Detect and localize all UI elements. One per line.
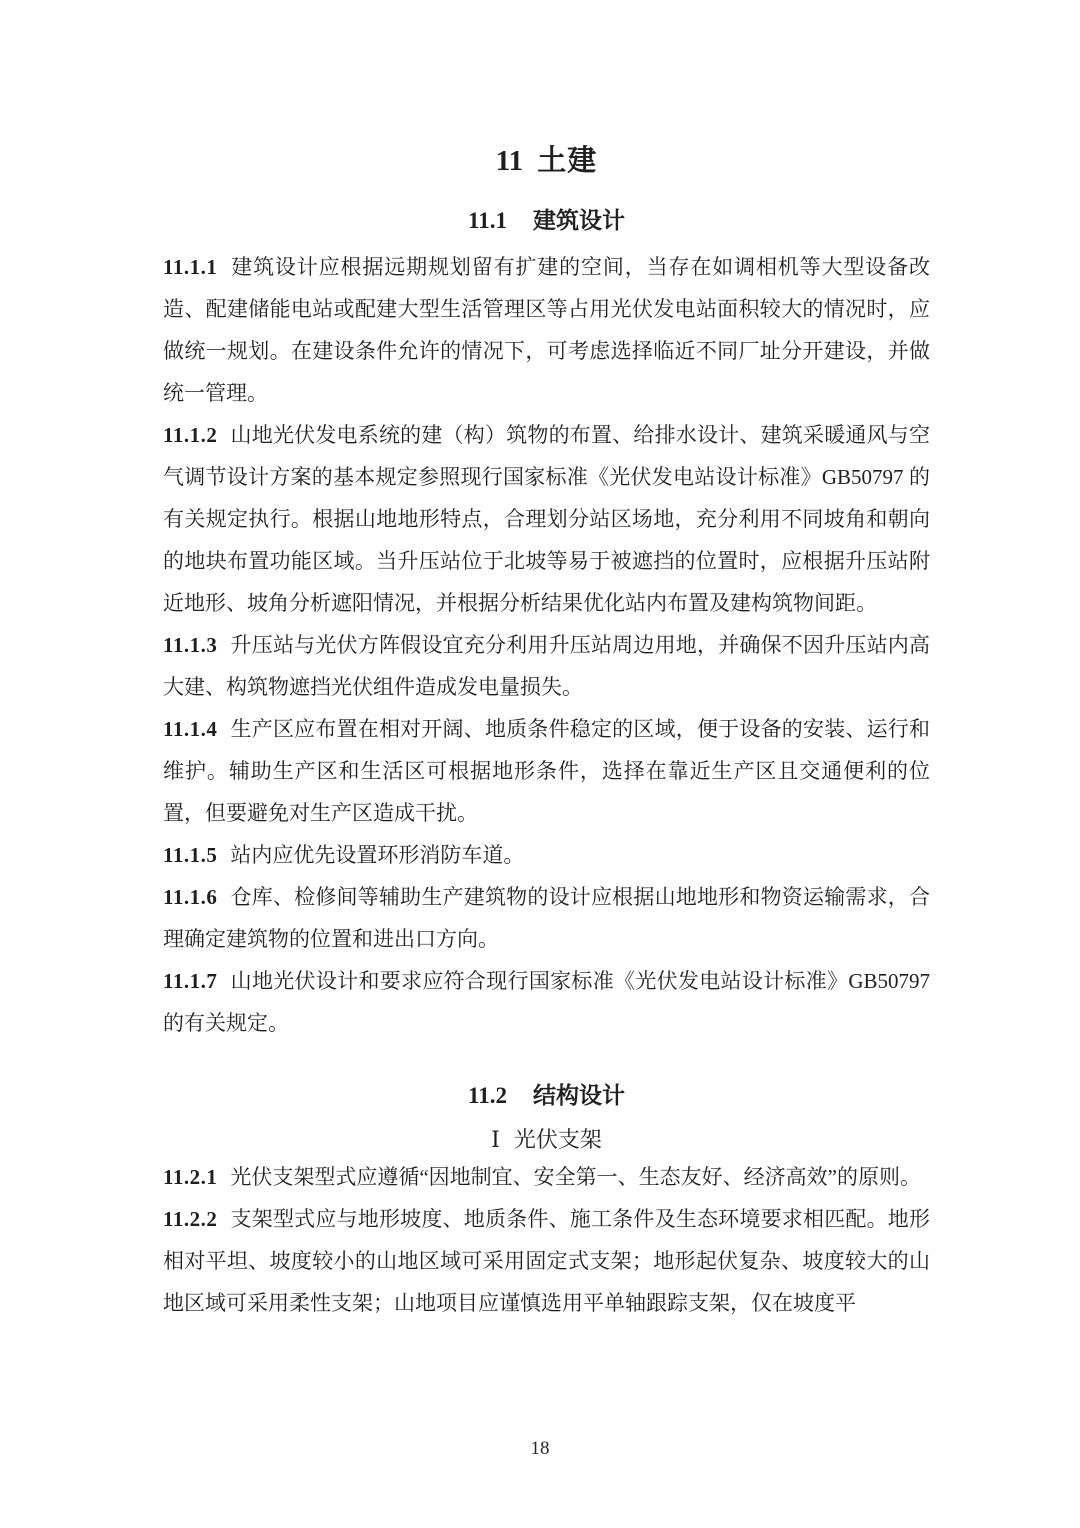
clause-11-1-5 (163, 834, 930, 876)
chapter-heading (163, 145, 930, 177)
clause-number: 11.1.7 (163, 969, 218, 993)
clause-number: 11.1.6 (163, 885, 218, 909)
section-heading-structural-design (163, 1082, 930, 1109)
clause-11-2-1 (163, 1156, 930, 1198)
clause-text: 站内应优先设置环形消防车道。 (230, 843, 525, 867)
clause-11-1-6 (163, 876, 930, 960)
clause-number: 11.1.4 (163, 717, 218, 741)
clause-11-1-7 (163, 960, 930, 1044)
chapter-number: 11 (495, 145, 524, 177)
subsection-number: Ⅰ (491, 1127, 500, 1152)
subsection-heading-pv-support (163, 1128, 930, 1152)
chapter-title: 土建 (537, 145, 598, 177)
section-heading-building-design (163, 207, 930, 234)
section-number: 11.2 (468, 1083, 507, 1108)
clause-text: 山地光伏设计和要求应符合现行国家标准《光伏发电站设计标准》GB50797 的有关规定。 (163, 969, 930, 1035)
clause-11-1-2 (163, 414, 930, 624)
clause-11-1-4 (163, 708, 930, 834)
clause-number: 11.1.3 (163, 633, 218, 657)
page-number: 18 (530, 1438, 550, 1459)
clause-text: 支架型式应与地形坡度、地质条件、施工条件及生态环境要求相匹配。地形相对平坦、坡度较小的山地区域可采用固定式支架；地形起伏复杂、坡度较大的山地区域可采用柔性支架；山地项目应谨慎选用平单轴跟踪支架，仅在坡度平 (163, 1207, 930, 1315)
clause-number: 11.1.5 (163, 843, 218, 867)
clause-text: 仓库、检修间等辅助生产建筑物的设计应根据山地地形和物资运输需求，合理确定建筑物的位置和进出口方向。 (163, 885, 930, 951)
clause-number: 11.1.1 (163, 255, 218, 279)
clause-number: 11.2.1 (163, 1165, 218, 1189)
clause-11-1-1 (163, 246, 930, 414)
section-number: 11.1 (468, 208, 507, 233)
clause-text: 山地光伏发电系统的建（构）筑物的布置、给排水设计、建筑采暖通风与空气调节设计方案的基本规定参照现行国家标准《光伏发电站设计标准》GB50797 的有关规定执行。根据山地地形特点，合理划分站区场地，充分利用不同坡角和朝向的地块布置功能区域。当升压站位于北坡等易于被遮挡的位置时，应根据升压站附近地形、坡角分析遮阳情况，并根据分析结果优化站内布置及建构筑物间距。 (163, 423, 930, 615)
clause-text: 生产区应布置在相对开阔、地质条件稳定的区域，便于设备的安装、运行和维护。辅助生产区和生活区可根据地形条件，选择在靠近生产区且交通便利的位置，但要避免对生产区造成干扰。 (163, 717, 930, 825)
clause-text: 建筑设计应根据远期规划留有扩建的空间，当存在如调相机等大型设备改造、配建储能电站或配建大型生活管理区等占用光伏发电站面积较大的情况时，应做统一规划。在建设条件允许的情况下，可考虑选择临近不同厂址分开建设，并做统一管理。 (163, 255, 930, 405)
clause-number: 11.1.2 (163, 423, 218, 447)
section-title: 建筑设计 (532, 207, 625, 233)
section-title: 结构设计 (532, 1082, 625, 1108)
clause-11-1-3 (163, 624, 930, 708)
subsection-title: 光伏支架 (513, 1127, 602, 1152)
clause-text: 升压站与光伏方阵假设宜充分利用升压站周边用地，并确保不因升压站内高大建、构筑物遮挡光伏组件造成发电量损失。 (163, 633, 930, 699)
clause-text: 光伏支架型式应遵循“因地制宜、安全第一、生态友好、经济高效”的原则。 (230, 1165, 921, 1189)
clause-number: 11.2.2 (163, 1207, 218, 1231)
clause-11-2-2 (163, 1198, 930, 1324)
